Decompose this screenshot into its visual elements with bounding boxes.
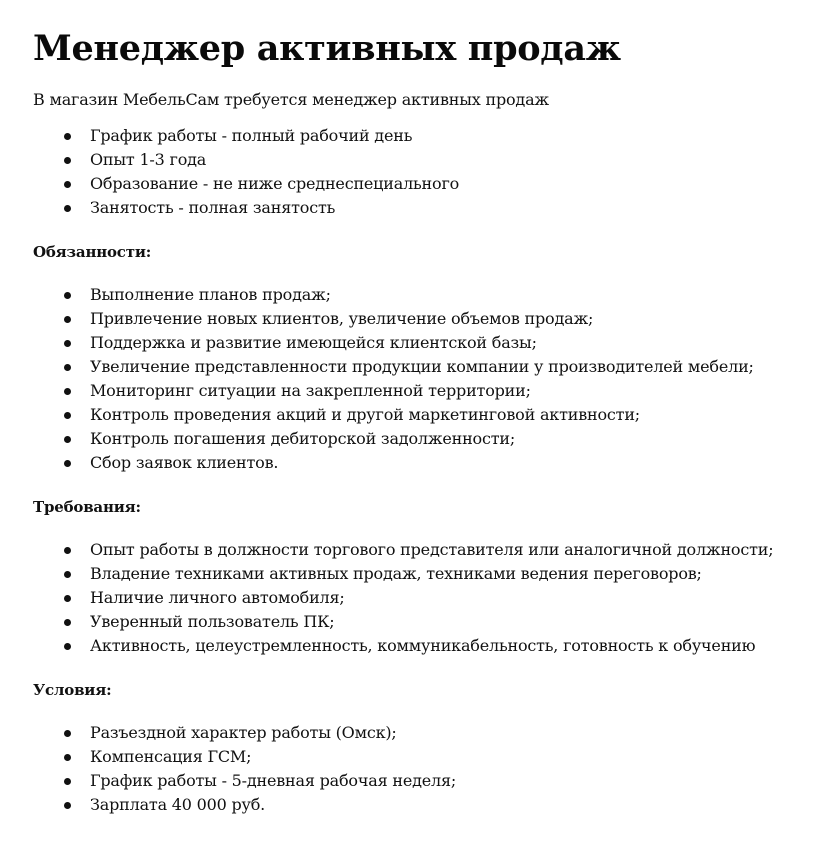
- list-item: [33, 586, 799, 610]
- bullet-icon: [64, 730, 71, 737]
- list-item: [33, 427, 799, 451]
- bullet-icon: [64, 133, 71, 140]
- list-item: [33, 793, 799, 817]
- list-item-text: Контроль погашения дебиторской задолженности;: [90, 429, 516, 448]
- bullet-icon: [64, 802, 71, 809]
- bullet-icon: [64, 595, 71, 602]
- list-item-text: Наличие личного автомобиля;: [90, 588, 345, 607]
- list-item-text: Активность, целеустремленность, коммуникабельность, готовность к обучению: [90, 636, 756, 655]
- list-item-text: Контроль проведения акций и другой маркетинговой активности;: [90, 405, 640, 424]
- bullet-icon: [64, 388, 71, 395]
- list-item-text: График работы - полный рабочий день: [90, 126, 413, 145]
- list-item: [33, 634, 799, 658]
- bullet-icon: [64, 643, 71, 650]
- list-item: [33, 124, 799, 148]
- bullet-icon: [64, 436, 71, 443]
- conditions-list: [33, 721, 799, 817]
- bullet-icon: [64, 460, 71, 467]
- section-heading-requirements: Требования:: [33, 498, 141, 516]
- bullet-icon: [64, 412, 71, 419]
- list-item-text: Поддержка и развитие имеющейся клиентской базы;: [90, 333, 537, 352]
- page-title: Менеджер активных продаж: [33, 28, 621, 69]
- list-item: [33, 451, 799, 475]
- list-item-text: Разъездной характер работы (Омск);: [90, 723, 397, 742]
- list-item: [33, 538, 799, 562]
- bullet-icon: [64, 364, 71, 371]
- list-item: [33, 331, 799, 355]
- section-heading-conditions: Условия:: [33, 681, 112, 699]
- requirements-list: [33, 538, 799, 658]
- list-item: [33, 379, 799, 403]
- list-item-text: Владение техниками активных продаж, техниками ведения переговоров;: [90, 564, 702, 583]
- list-item-text: Сбор заявок клиентов.: [90, 453, 279, 472]
- list-item-text: График работы - 5-дневная рабочая неделя;: [90, 771, 457, 790]
- summary-list: [33, 124, 799, 220]
- list-item: [33, 403, 799, 427]
- list-item-text: Опыт работы в должности торгового представителя или аналогичной должности;: [90, 540, 774, 559]
- list-item-text: Привлечение новых клиентов, увеличение объемов продаж;: [90, 309, 594, 328]
- list-item: [33, 355, 799, 379]
- list-item: [33, 307, 799, 331]
- bullet-icon: [64, 181, 71, 188]
- section-heading-duties: Обязанности:: [33, 243, 152, 261]
- bullet-icon: [64, 778, 71, 785]
- list-item: [33, 745, 799, 769]
- list-item: [33, 721, 799, 745]
- bullet-icon: [64, 754, 71, 761]
- list-item: [33, 148, 799, 172]
- list-item-text: Опыт 1-3 года: [90, 150, 207, 169]
- duties-list: [33, 283, 799, 475]
- bullet-icon: [64, 292, 71, 299]
- bullet-icon: [64, 157, 71, 164]
- list-item-text: Выполнение планов продаж;: [90, 285, 331, 304]
- list-item: [33, 562, 799, 586]
- list-item: [33, 172, 799, 196]
- bullet-icon: [64, 619, 71, 626]
- bullet-icon: [64, 205, 71, 212]
- list-item-text: Увеличение представленности продукции компании у производителей мебели;: [90, 357, 754, 376]
- intro-text: В магазин МебельСам требуется менеджер активных продаж: [33, 90, 549, 109]
- list-item: [33, 283, 799, 307]
- list-item: [33, 610, 799, 634]
- bullet-icon: [64, 340, 71, 347]
- bullet-icon: [64, 571, 71, 578]
- bullet-icon: [64, 547, 71, 554]
- list-item-text: Зарплата 40 000 руб.: [90, 795, 266, 814]
- list-item-text: Занятость - полная занятость: [90, 198, 336, 217]
- list-item-text: Уверенный пользователь ПК;: [90, 612, 335, 631]
- list-item-text: Компенсация ГСМ;: [90, 747, 252, 766]
- list-item: [33, 196, 799, 220]
- bullet-icon: [64, 316, 71, 323]
- list-item-text: Образование - не ниже среднеспециального: [90, 174, 460, 193]
- list-item: [33, 769, 799, 793]
- list-item-text: Мониторинг ситуации на закрепленной территории;: [90, 381, 531, 400]
